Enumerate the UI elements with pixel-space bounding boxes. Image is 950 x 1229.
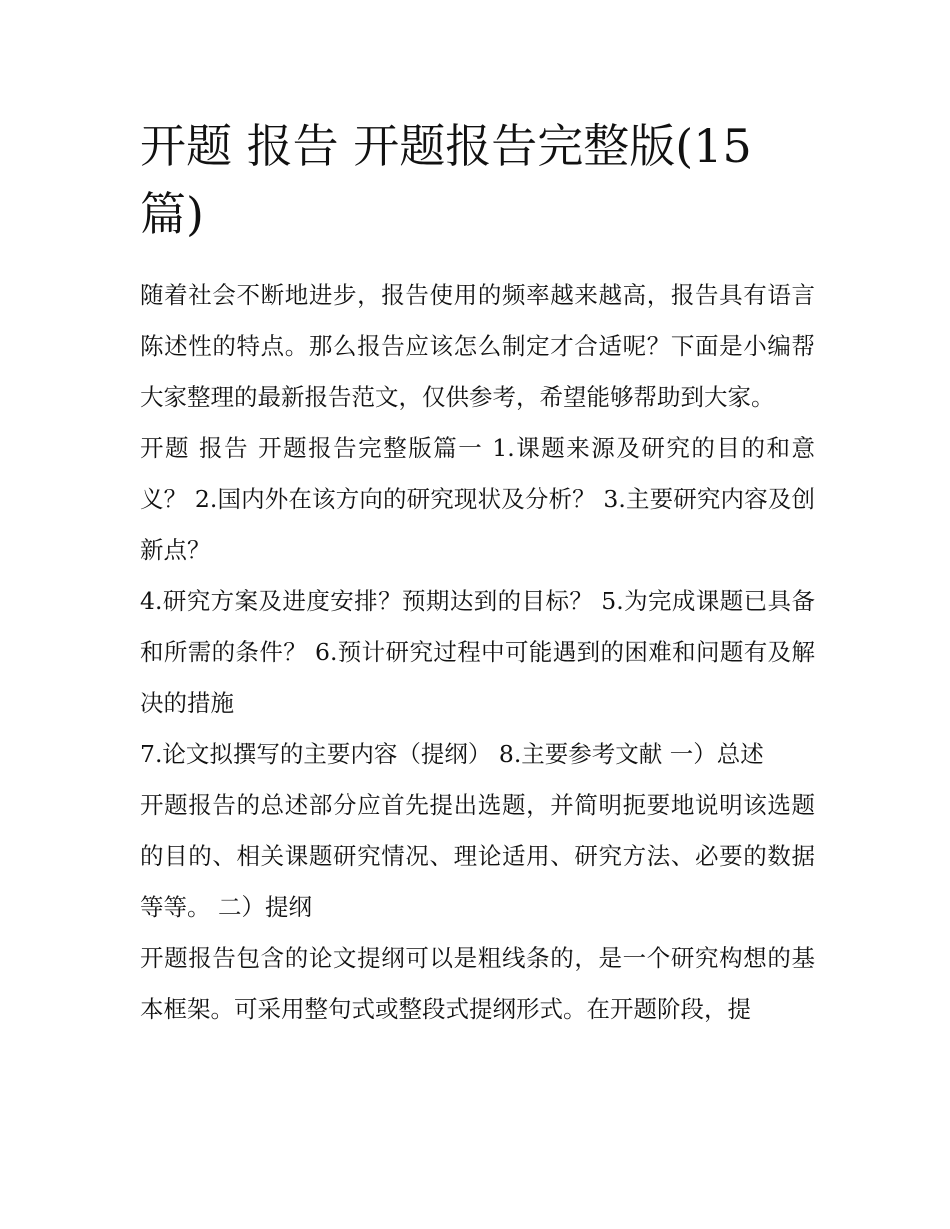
paragraph-questions-1-3: 开题 报告 开题报告完整版篇一 1.课题来源及研究的目的和意义？ 2.国内外在该方向的研究现状及分析？ 3.主要研究内容及创新点？ xyxy=(140,434,815,564)
paragraph-questions-7-8: 7.论文拟撰写的主要内容（提纲） 8.主要参考文献 一）总述 xyxy=(140,740,764,768)
document-body xyxy=(140,112,815,1035)
paragraph-questions-4-6: 4.研究方案及进度安排？预期达到的目标？ 5.为完成课题已具备和所需的条件？ 6.预计研究过程中可能遇到的困难和问题有及解决的措施 xyxy=(140,587,815,717)
intro-paragraph: 随着社会不断地进步，报告使用的频率越来越高，报告具有语言陈述性的特点。那么报告应该怎么制定才合适呢？下面是小编帮大家整理的最新报告范文，仅供参考，希望能够帮助到大家。 xyxy=(140,281,815,411)
paragraph-overview: 开题报告的总述部分应首先提出选题，并简明扼要地说明该选题的目的、相关课题研究情况、理论适用、研究方法、必要的数据等等。 二）提纲 xyxy=(140,791,815,921)
document-title: 开题 报告 开题报告完整版(15篇) xyxy=(140,119,752,241)
paragraph-outline: 开题报告包含的论文提纲可以是粗线条的，是一个研究构想的基本框架。可采用整句式或整段式提纲形式。在开题阶段，提 xyxy=(140,944,815,1023)
